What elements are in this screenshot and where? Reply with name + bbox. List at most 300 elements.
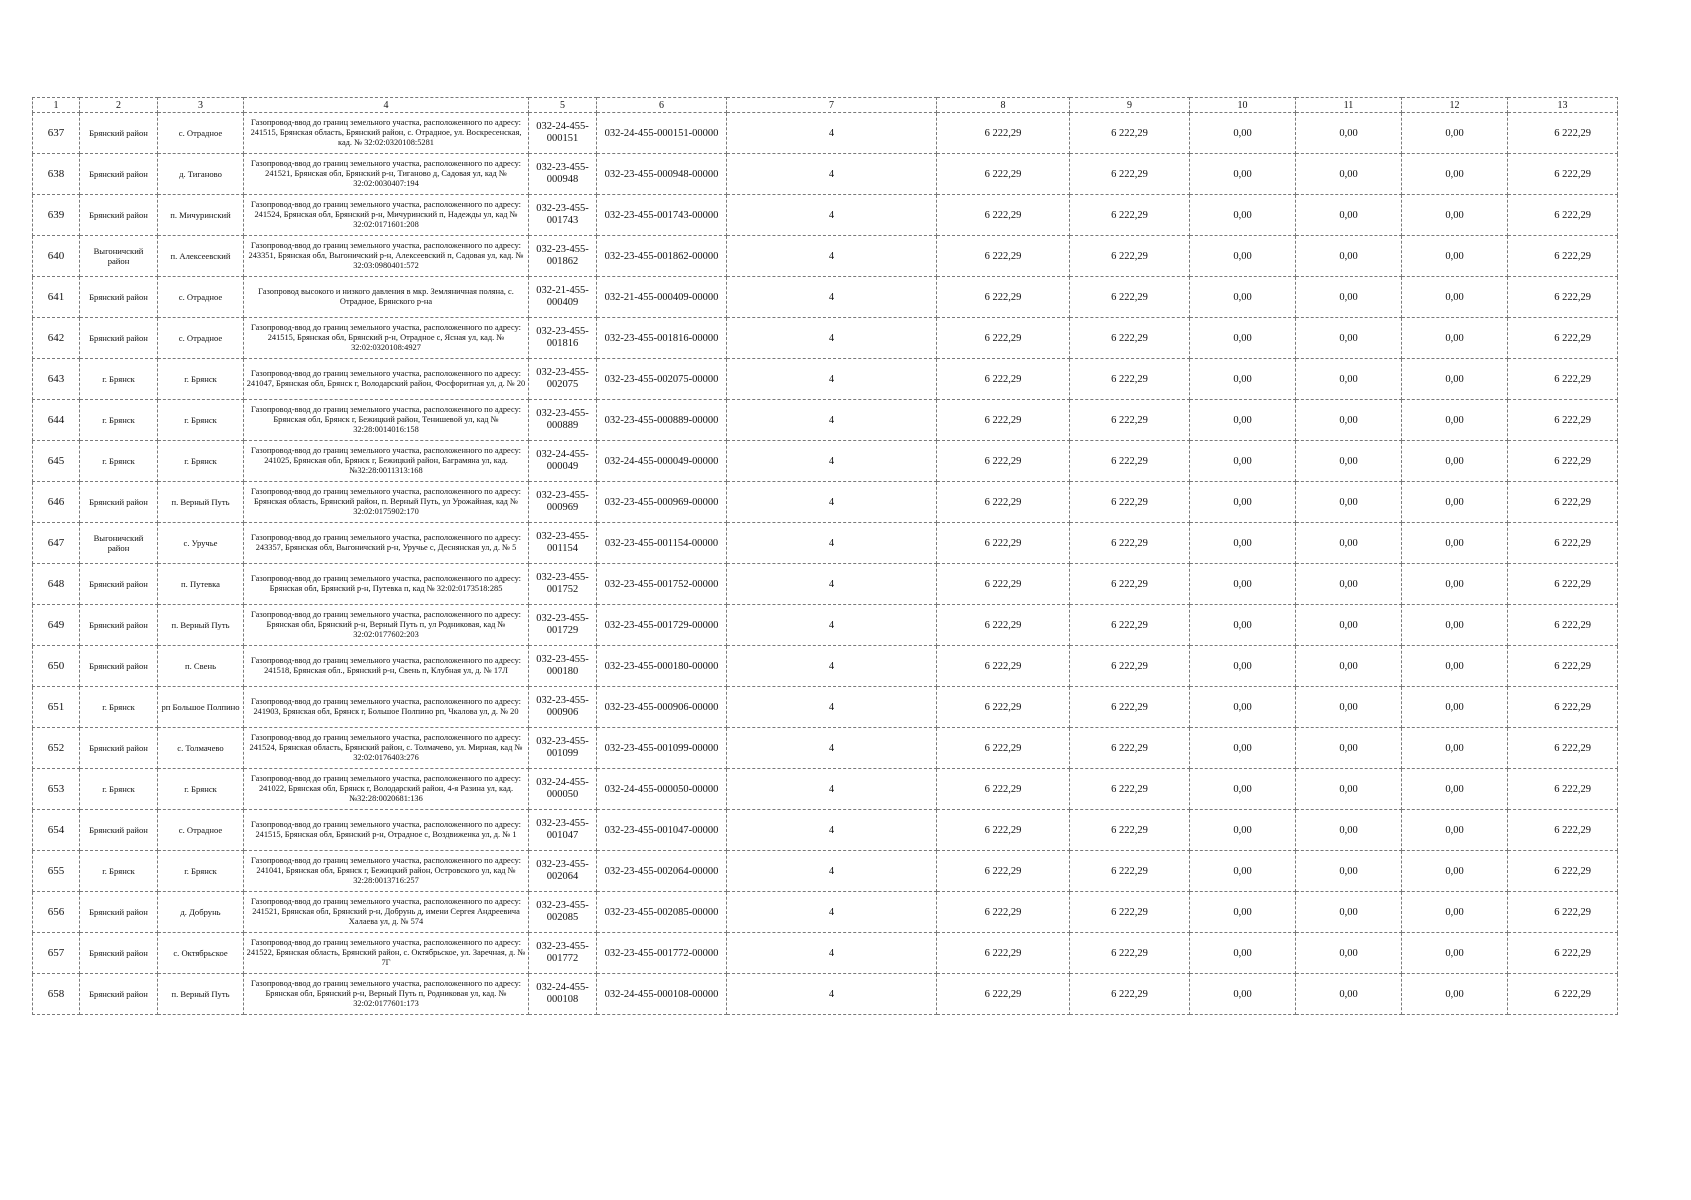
locality-cell: п. Верный Путь: [158, 605, 244, 646]
column-10-cell: 0,00: [1190, 605, 1296, 646]
column-11-cell: 0,00: [1296, 769, 1402, 810]
table-row: [33, 195, 1618, 236]
table-row: [33, 728, 1618, 769]
column-8-cell: 6 222,29: [937, 851, 1070, 892]
district-cell: Брянский район: [80, 564, 158, 605]
column-9-cell: 6 222,29: [1070, 687, 1190, 728]
column-9-cell: 6 222,29: [1070, 482, 1190, 523]
column-9-cell: 6 222,29: [1070, 769, 1190, 810]
column-8-cell: 6 222,29: [937, 400, 1070, 441]
district-cell: Брянский район: [80, 113, 158, 154]
column-12-cell: 0,00: [1402, 441, 1508, 482]
object-description-cell: Газопровод-ввод до границ земельного участка, расположенного по адресу: Брянская обл, Брянский р-н, Верный Путь п, Родниковая ул, кад. № 32:02:0177601:173: [244, 974, 529, 1015]
column-8-cell: 6 222,29: [937, 318, 1070, 359]
column-10-cell: 0,00: [1190, 400, 1296, 441]
table-row: [33, 564, 1618, 605]
column-12-cell: 0,00: [1402, 974, 1508, 1015]
registry-number-cell: 032-23-455-001047-00000: [597, 810, 727, 851]
column-11-cell: 0,00: [1296, 277, 1402, 318]
column-10-cell: 0,00: [1190, 482, 1296, 523]
row-number-cell: 640: [33, 236, 80, 277]
row-number-cell: 648: [33, 564, 80, 605]
registry-number-cell: 032-24-455-000050-00000: [597, 769, 727, 810]
row-number-cell: 649: [33, 605, 80, 646]
column-13-cell: 6 222,29: [1508, 646, 1618, 687]
column-7-cell: 4: [727, 810, 937, 851]
object-description-cell: Газопровод высокого и низкого давления в мкр. Земляничная поляна, с. Отрадное, Брянского р-на: [244, 277, 529, 318]
column-13-cell: 6 222,29: [1508, 113, 1618, 154]
column-9-cell: 6 222,29: [1070, 277, 1190, 318]
object-code-cell: 032-23-455-000180: [529, 646, 597, 687]
object-description-cell: Газопровод-ввод до границ земельного участка, расположенного по адресу: 241022, Брянская обл, Брянск г, Володарский район, 4-я Разина ул, кад. №32:28:0020681:136: [244, 769, 529, 810]
column-11-cell: 0,00: [1296, 318, 1402, 359]
column-11-cell: 0,00: [1296, 810, 1402, 851]
district-cell: Брянский район: [80, 892, 158, 933]
object-code-cell: 032-23-455-001099: [529, 728, 597, 769]
header-row: [33, 98, 1618, 113]
district-cell: г. Брянск: [80, 400, 158, 441]
column-12-cell: 0,00: [1402, 646, 1508, 687]
locality-cell: п. Свень: [158, 646, 244, 687]
object-description-cell: Газопровод-ввод до границ земельного участка, расположенного по адресу: 241521, Брянская обл, Брянский р-н, Тиганово д, Садовая ул, кад № 32:02:0030407:194: [244, 154, 529, 195]
column-10-cell: 0,00: [1190, 974, 1296, 1015]
district-cell: Брянский район: [80, 728, 158, 769]
column-header-12: 12: [1402, 98, 1508, 113]
column-7-cell: 4: [727, 974, 937, 1015]
column-13-cell: 6 222,29: [1508, 851, 1618, 892]
column-12-cell: 0,00: [1402, 195, 1508, 236]
column-7-cell: 4: [727, 482, 937, 523]
column-7-cell: 4: [727, 277, 937, 318]
column-10-cell: 0,00: [1190, 154, 1296, 195]
row-number-cell: 650: [33, 646, 80, 687]
column-11-cell: 0,00: [1296, 687, 1402, 728]
object-description-cell: Газопровод-ввод до границ земельного участка, расположенного по адресу: 241515, Брянская область, Брянский район, с. Отрадное, ул. Воскресенская, кад. № 32:02:0320108:5281: [244, 113, 529, 154]
object-code-cell: 032-23-455-001816: [529, 318, 597, 359]
column-13-cell: 6 222,29: [1508, 277, 1618, 318]
object-description-cell: Газопровод-ввод до границ земельного участка, расположенного по адресу: 241524, Брянская обл, Брянский р-н, Мичуринский п, Надежды ул, кад № 32:02:0171601:208: [244, 195, 529, 236]
registry-number-cell: 032-23-455-000948-00000: [597, 154, 727, 195]
row-number-cell: 645: [33, 441, 80, 482]
column-12-cell: 0,00: [1402, 523, 1508, 564]
registry-number-cell: 032-23-455-002064-00000: [597, 851, 727, 892]
column-header-13: 13: [1508, 98, 1618, 113]
row-number-cell: 653: [33, 769, 80, 810]
locality-cell: г. Брянск: [158, 769, 244, 810]
column-10-cell: 0,00: [1190, 236, 1296, 277]
column-8-cell: 6 222,29: [937, 933, 1070, 974]
column-13-cell: 6 222,29: [1508, 974, 1618, 1015]
column-header-4: 4: [244, 98, 529, 113]
district-cell: Брянский район: [80, 318, 158, 359]
column-13-cell: 6 222,29: [1508, 892, 1618, 933]
object-code-cell: 032-23-455-002075: [529, 359, 597, 400]
registry-number-cell: 032-23-455-000889-00000: [597, 400, 727, 441]
column-12-cell: 0,00: [1402, 892, 1508, 933]
object-description-cell: Газопровод-ввод до границ земельного участка, расположенного по адресу: 241522, Брянская область, Брянский район, с. Октябрьское, ул. Заречная, д. № 7Г: [244, 933, 529, 974]
registry-number-cell: 032-23-455-001154-00000: [597, 523, 727, 564]
column-10-cell: 0,00: [1190, 441, 1296, 482]
table-row: [33, 687, 1618, 728]
registry-number-cell: 032-23-455-001743-00000: [597, 195, 727, 236]
column-8-cell: 6 222,29: [937, 113, 1070, 154]
object-code-cell: 032-23-455-002085: [529, 892, 597, 933]
column-13-cell: 6 222,29: [1508, 400, 1618, 441]
object-description-cell: Газопровод-ввод до границ земельного участка, расположенного по адресу: 243351, Брянская обл, Выгоничский р-н, Алексеевский п, Садовая ул, кад. № 32:03:0980401:572: [244, 236, 529, 277]
object-code-cell: 032-23-455-001752: [529, 564, 597, 605]
object-description-cell: Газопровод-ввод до границ земельного участка, расположенного по адресу: Брянская обл, Брянский р-н, Верный Путь п, ул Родниковая, кад № 32:02:0177602:203: [244, 605, 529, 646]
object-code-cell: 032-21-455-000409: [529, 277, 597, 318]
locality-cell: д. Тиганово: [158, 154, 244, 195]
data-table: [32, 97, 1618, 1015]
table-row: [33, 154, 1618, 195]
column-7-cell: 4: [727, 728, 937, 769]
locality-cell: п. Путевка: [158, 564, 244, 605]
registry-number-cell: 032-21-455-000409-00000: [597, 277, 727, 318]
column-12-cell: 0,00: [1402, 277, 1508, 318]
column-7-cell: 4: [727, 236, 937, 277]
column-9-cell: 6 222,29: [1070, 441, 1190, 482]
column-11-cell: 0,00: [1296, 933, 1402, 974]
row-number-cell: 638: [33, 154, 80, 195]
registry-number-cell: 032-23-455-001752-00000: [597, 564, 727, 605]
locality-cell: п. Алексеевский: [158, 236, 244, 277]
column-12-cell: 0,00: [1402, 359, 1508, 400]
registry-number-cell: 032-23-455-001729-00000: [597, 605, 727, 646]
column-header-5: 5: [529, 98, 597, 113]
column-13-cell: 6 222,29: [1508, 318, 1618, 359]
object-code-cell: 032-23-455-001743: [529, 195, 597, 236]
column-7-cell: 4: [727, 318, 937, 359]
object-code-cell: 032-24-455-000049: [529, 441, 597, 482]
column-10-cell: 0,00: [1190, 892, 1296, 933]
column-8-cell: 6 222,29: [937, 482, 1070, 523]
object-code-cell: 032-23-455-001154: [529, 523, 597, 564]
column-8-cell: 6 222,29: [937, 728, 1070, 769]
column-7-cell: 4: [727, 523, 937, 564]
column-header-2: 2: [80, 98, 158, 113]
object-description-cell: Газопровод-ввод до границ земельного участка, расположенного по адресу: 241041, Брянская обл, Брянск г, Бежицкий район, Островского ул, кад № 32:28:0013716:257: [244, 851, 529, 892]
column-11-cell: 0,00: [1296, 236, 1402, 277]
column-10-cell: 0,00: [1190, 523, 1296, 564]
column-10-cell: 0,00: [1190, 728, 1296, 769]
column-11-cell: 0,00: [1296, 154, 1402, 195]
object-code-cell: 032-23-455-001047: [529, 810, 597, 851]
column-8-cell: 6 222,29: [937, 441, 1070, 482]
column-7-cell: 4: [727, 687, 937, 728]
column-8-cell: 6 222,29: [937, 277, 1070, 318]
table-row: [33, 359, 1618, 400]
row-number-cell: 644: [33, 400, 80, 441]
locality-cell: рп Большое Полпино: [158, 687, 244, 728]
column-8-cell: 6 222,29: [937, 195, 1070, 236]
column-header-10: 10: [1190, 98, 1296, 113]
column-11-cell: 0,00: [1296, 851, 1402, 892]
column-10-cell: 0,00: [1190, 769, 1296, 810]
column-9-cell: 6 222,29: [1070, 933, 1190, 974]
locality-cell: с. Отрадное: [158, 318, 244, 359]
row-number-cell: 643: [33, 359, 80, 400]
locality-cell: г. Брянск: [158, 400, 244, 441]
column-11-cell: 0,00: [1296, 605, 1402, 646]
row-number-cell: 655: [33, 851, 80, 892]
column-7-cell: 4: [727, 892, 937, 933]
registry-number-cell: 032-23-455-001772-00000: [597, 933, 727, 974]
column-8-cell: 6 222,29: [937, 236, 1070, 277]
column-header-1: 1: [33, 98, 80, 113]
locality-cell: п. Верный Путь: [158, 482, 244, 523]
column-8-cell: 6 222,29: [937, 359, 1070, 400]
column-11-cell: 0,00: [1296, 195, 1402, 236]
object-description-cell: Газопровод-ввод до границ земельного участка, расположенного по адресу: 241515, Брянская обл, Брянский р-н, Отрадное с, Воздвиженка ул, д. № 1: [244, 810, 529, 851]
table-row: [33, 482, 1618, 523]
registry-number-cell: 032-23-455-002075-00000: [597, 359, 727, 400]
column-9-cell: 6 222,29: [1070, 810, 1190, 851]
table-row: [33, 810, 1618, 851]
column-11-cell: 0,00: [1296, 646, 1402, 687]
row-number-cell: 637: [33, 113, 80, 154]
column-10-cell: 0,00: [1190, 687, 1296, 728]
column-12-cell: 0,00: [1402, 769, 1508, 810]
column-13-cell: 6 222,29: [1508, 605, 1618, 646]
district-cell: Брянский район: [80, 974, 158, 1015]
object-code-cell: 032-23-455-000948: [529, 154, 597, 195]
column-11-cell: 0,00: [1296, 564, 1402, 605]
row-number-cell: 658: [33, 974, 80, 1015]
locality-cell: г. Брянск: [158, 851, 244, 892]
column-10-cell: 0,00: [1190, 851, 1296, 892]
column-11-cell: 0,00: [1296, 113, 1402, 154]
table-row: [33, 892, 1618, 933]
column-12-cell: 0,00: [1402, 564, 1508, 605]
object-description-cell: Газопровод-ввод до границ земельного участка, расположенного по адресу: 241521, Брянская обл, Брянский р-н, Добрунь д, имени Сергея Андреевича Халаева ул, д. № 574: [244, 892, 529, 933]
column-8-cell: 6 222,29: [937, 564, 1070, 605]
column-10-cell: 0,00: [1190, 564, 1296, 605]
table-row: [33, 851, 1618, 892]
column-11-cell: 0,00: [1296, 523, 1402, 564]
column-7-cell: 4: [727, 113, 937, 154]
object-description-cell: Газопровод-ввод до границ земельного участка, расположенного по адресу: Брянская обл, Брянск г, Бежицкий район, Тенишевой ул, кад № 32:28:0014016:158: [244, 400, 529, 441]
row-number-cell: 652: [33, 728, 80, 769]
column-10-cell: 0,00: [1190, 318, 1296, 359]
column-13-cell: 6 222,29: [1508, 769, 1618, 810]
table-row: [33, 236, 1618, 277]
column-7-cell: 4: [727, 605, 937, 646]
row-number-cell: 641: [33, 277, 80, 318]
district-cell: Выгоничский район: [80, 236, 158, 277]
locality-cell: п. Верный Путь: [158, 974, 244, 1015]
district-cell: г. Брянск: [80, 687, 158, 728]
column-9-cell: 6 222,29: [1070, 564, 1190, 605]
object-description-cell: Газопровод-ввод до границ земельного участка, расположенного по адресу: Брянская область, Брянский район, п. Верный Путь, ул Урожайная, кад № 32:02:0175902:170: [244, 482, 529, 523]
row-number-cell: 647: [33, 523, 80, 564]
column-13-cell: 6 222,29: [1508, 236, 1618, 277]
column-11-cell: 0,00: [1296, 482, 1402, 523]
object-code-cell: 032-24-455-000108: [529, 974, 597, 1015]
column-9-cell: 6 222,29: [1070, 851, 1190, 892]
column-header-3: 3: [158, 98, 244, 113]
object-description-cell: Газопровод-ввод до границ земельного участка, расположенного по адресу: 241025, Брянская обл, Брянск г, Бежицкий район, Баграмяна ул, кад. №32:28:0011313:168: [244, 441, 529, 482]
column-7-cell: 4: [727, 441, 937, 482]
column-12-cell: 0,00: [1402, 933, 1508, 974]
column-13-cell: 6 222,29: [1508, 359, 1618, 400]
column-13-cell: 6 222,29: [1508, 933, 1618, 974]
column-10-cell: 0,00: [1190, 277, 1296, 318]
column-9-cell: 6 222,29: [1070, 195, 1190, 236]
row-number-cell: 654: [33, 810, 80, 851]
column-8-cell: 6 222,29: [937, 646, 1070, 687]
column-12-cell: 0,00: [1402, 728, 1508, 769]
registry-number-cell: 032-23-455-001816-00000: [597, 318, 727, 359]
table-row: [33, 605, 1618, 646]
district-cell: Брянский район: [80, 810, 158, 851]
registry-number-cell: 032-23-455-000180-00000: [597, 646, 727, 687]
column-12-cell: 0,00: [1402, 687, 1508, 728]
column-13-cell: 6 222,29: [1508, 728, 1618, 769]
column-header-6: 6: [597, 98, 727, 113]
column-12-cell: 0,00: [1402, 400, 1508, 441]
object-code-cell: 032-23-455-001729: [529, 605, 597, 646]
table-row: [33, 277, 1618, 318]
column-header-7: 7: [727, 98, 937, 113]
column-9-cell: 6 222,29: [1070, 113, 1190, 154]
column-8-cell: 6 222,29: [937, 687, 1070, 728]
column-7-cell: 4: [727, 400, 937, 441]
registry-number-cell: 032-23-455-001099-00000: [597, 728, 727, 769]
locality-cell: с. Уручье: [158, 523, 244, 564]
locality-cell: с. Отрадное: [158, 113, 244, 154]
column-9-cell: 6 222,29: [1070, 646, 1190, 687]
object-description-cell: Газопровод-ввод до границ земельного участка, расположенного по адресу: 241524, Брянская область, Брянский район, с. Толмачево, ул. Мирная, кад № 32:02:0176403:276: [244, 728, 529, 769]
column-12-cell: 0,00: [1402, 482, 1508, 523]
column-13-cell: 6 222,29: [1508, 154, 1618, 195]
column-8-cell: 6 222,29: [937, 605, 1070, 646]
column-7-cell: 4: [727, 769, 937, 810]
column-11-cell: 0,00: [1296, 974, 1402, 1015]
column-13-cell: 6 222,29: [1508, 687, 1618, 728]
table-body: [33, 113, 1618, 1015]
district-cell: г. Брянск: [80, 851, 158, 892]
row-number-cell: 642: [33, 318, 80, 359]
locality-cell: с. Октябрьское: [158, 933, 244, 974]
object-code-cell: 032-23-455-000906: [529, 687, 597, 728]
column-13-cell: 6 222,29: [1508, 482, 1618, 523]
locality-cell: г. Брянск: [158, 441, 244, 482]
district-cell: Выгоничский район: [80, 523, 158, 564]
object-description-cell: Газопровод-ввод до границ земельного участка, расположенного по адресу: 243357, Брянская обл, Выгоничский р-н, Уручье с, Деснянская ул, д. № 5: [244, 523, 529, 564]
district-cell: Брянский район: [80, 195, 158, 236]
district-cell: Брянский район: [80, 933, 158, 974]
column-12-cell: 0,00: [1402, 605, 1508, 646]
column-10-cell: 0,00: [1190, 113, 1296, 154]
column-11-cell: 0,00: [1296, 400, 1402, 441]
object-code-cell: 032-23-455-000969: [529, 482, 597, 523]
column-7-cell: 4: [727, 646, 937, 687]
column-header-8: 8: [937, 98, 1070, 113]
object-code-cell: 032-23-455-001772: [529, 933, 597, 974]
object-description-cell: Газопровод-ввод до границ земельного участка, расположенного по адресу: 241047, Брянская обл, Брянск г, Володарский район, Фосфоритная ул, д. № 20: [244, 359, 529, 400]
column-13-cell: 6 222,29: [1508, 195, 1618, 236]
district-cell: Брянский район: [80, 482, 158, 523]
locality-cell: с. Толмачево: [158, 728, 244, 769]
object-description-cell: Газопровод-ввод до границ земельного участка, расположенного по адресу: Брянская обл, Брянский р-н, Путевка п, кад № 32:02:0173518:285: [244, 564, 529, 605]
column-12-cell: 0,00: [1402, 851, 1508, 892]
column-12-cell: 0,00: [1402, 236, 1508, 277]
object-description-cell: Газопровод-ввод до границ земельного участка, расположенного по адресу: 241518, Брянская обл., Брянский р-н, Свень п, Клубная ул, д. № 17Л: [244, 646, 529, 687]
column-11-cell: 0,00: [1296, 441, 1402, 482]
row-number-cell: 651: [33, 687, 80, 728]
column-8-cell: 6 222,29: [937, 892, 1070, 933]
column-9-cell: 6 222,29: [1070, 400, 1190, 441]
locality-cell: д. Добрунь: [158, 892, 244, 933]
column-10-cell: 0,00: [1190, 646, 1296, 687]
column-10-cell: 0,00: [1190, 195, 1296, 236]
table-row: [33, 523, 1618, 564]
column-8-cell: 6 222,29: [937, 523, 1070, 564]
row-number-cell: 656: [33, 892, 80, 933]
table-row: [33, 400, 1618, 441]
registry-number-cell: 032-23-455-000906-00000: [597, 687, 727, 728]
column-7-cell: 4: [727, 154, 937, 195]
column-9-cell: 6 222,29: [1070, 974, 1190, 1015]
column-10-cell: 0,00: [1190, 933, 1296, 974]
column-8-cell: 6 222,29: [937, 154, 1070, 195]
row-number-cell: 646: [33, 482, 80, 523]
column-12-cell: 0,00: [1402, 318, 1508, 359]
column-12-cell: 0,00: [1402, 810, 1508, 851]
column-7-cell: 4: [727, 933, 937, 974]
row-number-cell: 657: [33, 933, 80, 974]
column-8-cell: 6 222,29: [937, 769, 1070, 810]
column-9-cell: 6 222,29: [1070, 892, 1190, 933]
registry-number-cell: 032-23-455-000969-00000: [597, 482, 727, 523]
column-header-11: 11: [1296, 98, 1402, 113]
column-13-cell: 6 222,29: [1508, 523, 1618, 564]
object-description-cell: Газопровод-ввод до границ земельного участка, расположенного по адресу: 241515, Брянская обл, Брянский р-н, Отрадное с, Ясная ул, кад. № 32:02:0320108:4927: [244, 318, 529, 359]
registry-number-cell: 032-23-455-001862-00000: [597, 236, 727, 277]
column-9-cell: 6 222,29: [1070, 318, 1190, 359]
locality-cell: с. Отрадное: [158, 810, 244, 851]
district-cell: Брянский район: [80, 154, 158, 195]
district-cell: г. Брянск: [80, 769, 158, 810]
column-11-cell: 0,00: [1296, 359, 1402, 400]
column-13-cell: 6 222,29: [1508, 441, 1618, 482]
column-9-cell: 6 222,29: [1070, 154, 1190, 195]
district-cell: Брянский район: [80, 646, 158, 687]
column-13-cell: 6 222,29: [1508, 810, 1618, 851]
table-row: [33, 974, 1618, 1015]
column-8-cell: 6 222,29: [937, 810, 1070, 851]
registry-number-cell: 032-24-455-000108-00000: [597, 974, 727, 1015]
column-11-cell: 0,00: [1296, 728, 1402, 769]
column-12-cell: 0,00: [1402, 113, 1508, 154]
column-7-cell: 4: [727, 195, 937, 236]
table-row: [33, 646, 1618, 687]
column-9-cell: 6 222,29: [1070, 359, 1190, 400]
registry-number-cell: 032-23-455-002085-00000: [597, 892, 727, 933]
column-7-cell: 4: [727, 564, 937, 605]
column-9-cell: 6 222,29: [1070, 523, 1190, 564]
column-9-cell: 6 222,29: [1070, 605, 1190, 646]
table-row: [33, 769, 1618, 810]
district-cell: Брянский район: [80, 277, 158, 318]
district-cell: г. Брянск: [80, 441, 158, 482]
table-row: [33, 113, 1618, 154]
column-10-cell: 0,00: [1190, 810, 1296, 851]
column-13-cell: 6 222,29: [1508, 564, 1618, 605]
district-cell: Брянский район: [80, 605, 158, 646]
column-12-cell: 0,00: [1402, 154, 1508, 195]
